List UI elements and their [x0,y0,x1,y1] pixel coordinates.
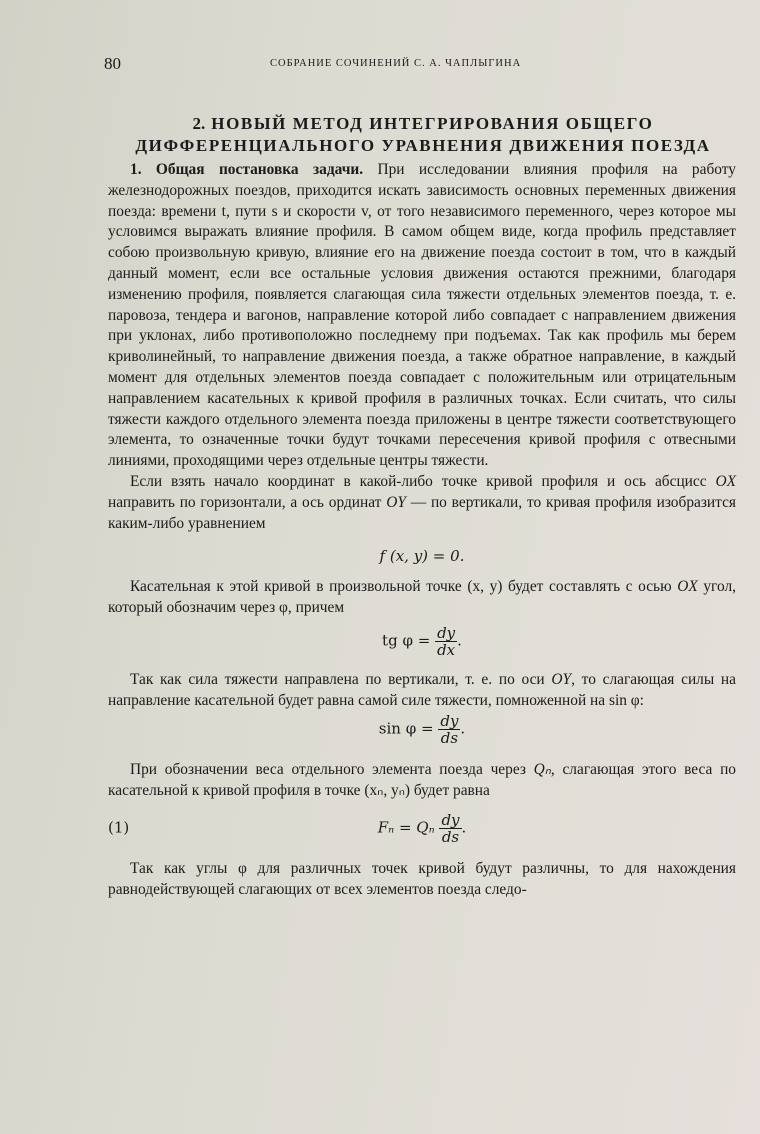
section-title [108,113,738,157]
math-symbol: OX [677,578,698,596]
equation-number: (1) [108,819,130,838]
paragraph-text: Так как сила тяжести направлена по вертикали, т. е. по оси [130,670,552,688]
math-symbol: OY [386,493,406,511]
fraction [438,713,460,746]
paragraph-text: Если взять начало координат в какой-либо точке кривой профиля и ось абсцисс [130,472,716,490]
fraction-denominator: dx [437,640,456,659]
section-title-text: НОВЫЙ МЕТОД ИНТЕГРИРОВАНИЯ ОБЩЕГО ДИФФЕРЕНЦИАЛЬНОГО УРАВНЕНИЯ ДВИЖЕНИЯ ПОЕЗДА [135,114,711,155]
paragraph-text: направить по горизонтали, а ось ординат [108,493,387,511]
equation-text: f (x, y) = 0. [379,547,465,566]
equation-lhs: sin φ = [378,719,434,738]
running-title: СОБРАНИЕ СОЧИНЕНИЙ С. А. ЧАПЛЫГИНА [270,58,522,69]
paragraph [108,670,736,712]
paragraph-text: Так как углы φ для различных точек кривой будут различны, то для нахождения равнодействующей слагающих от всех элементов поезда следо- [108,859,736,898]
body-text [108,160,736,901]
equation-lhs: Fₙ = Qₙ [377,818,435,837]
paragraph [108,472,736,534]
paragraph-text: , то слагающая силы на направление касательной будет равна самой силе тяжести, помноженной на sin φ: [108,670,737,709]
math-symbol: Qₙ [533,761,551,779]
fraction [435,625,457,658]
equation-period: . [460,719,466,738]
page-number: 80 [104,54,121,73]
equation-curve [108,546,736,567]
equation-tangent [108,625,736,658]
paragraph [108,577,736,619]
equation-1 [108,812,736,845]
subsection-heading: 1. Общая постановка задачи. [130,161,364,178]
paragraph-text: — по вертикали, то кривая профиля изобразится каким-либо уравнением [108,493,736,532]
paragraph [108,859,736,901]
equation-lhs: tg φ = [382,631,431,650]
fraction-denominator: ds [441,827,460,846]
section-number: 2. [192,114,206,133]
fraction-numerator: dy [440,712,459,731]
paragraph [108,160,736,472]
fraction-numerator: dy [437,623,456,642]
paragraph-text: угол, который обозначим через φ, причем [108,578,736,616]
paragraph-text: , слагающая этого веса по касательной к кривой профиля в точке (xₙ, yₙ) будет равна [108,761,736,800]
fraction-denominator: ds [440,729,459,748]
equation-period: . [457,631,462,650]
paragraph-text: При исследовании влияния профиля на работу железнодорожных поездов, приходится искать зависимость основных переменных движения поезда: времени t, пути s и скорости v, от того независимого переменного, через которое мы условимся выражать влияние профиля. В самом общем виде, когда профиль представляет собою произвольную кривую, влияние его на движение поезда состоит в том, что в каждый данный момент, если все остальные условия движения остаются прежними, благодаря изменению профиля, появляется слагающая сила тяжести отдельных элементов поезда, т. е. паровоза, тендера и вагонов, направление которой либо совпадает с направлением движения при уклонах, либо противоположно последнему при подъемах. Так как профиль мы берем криволинейный, то направление движения поезда, а также обратное направление, в каждый момент для отдельных элементов поезда совпадает с положительным или отрицательным направлением касательных к кривой профиля в различных точках. Если считать, что силы тяжести каждого отдельного элемента поезда приложены в центре тяжести соответствующего элемента, то означенные точки будут точками пересечения кривой профиля с отвесными линиями, проходящими через отдельные центры тяжести. [108,161,736,470]
paragraph-text: Касательная к этой кривой в произвольной точке (x, y) будет составлять с осью [130,578,678,596]
equation-sine [108,713,736,746]
paragraph [108,760,736,802]
fraction [439,812,461,845]
fraction-numerator: dy [441,810,460,829]
equation-period: . [461,818,467,837]
math-symbol: OX [715,472,736,490]
math-symbol: OY [551,670,572,688]
paragraph-text: При обозначении веса отдельного элемента поезда через [130,761,534,779]
running-head [104,54,744,74]
